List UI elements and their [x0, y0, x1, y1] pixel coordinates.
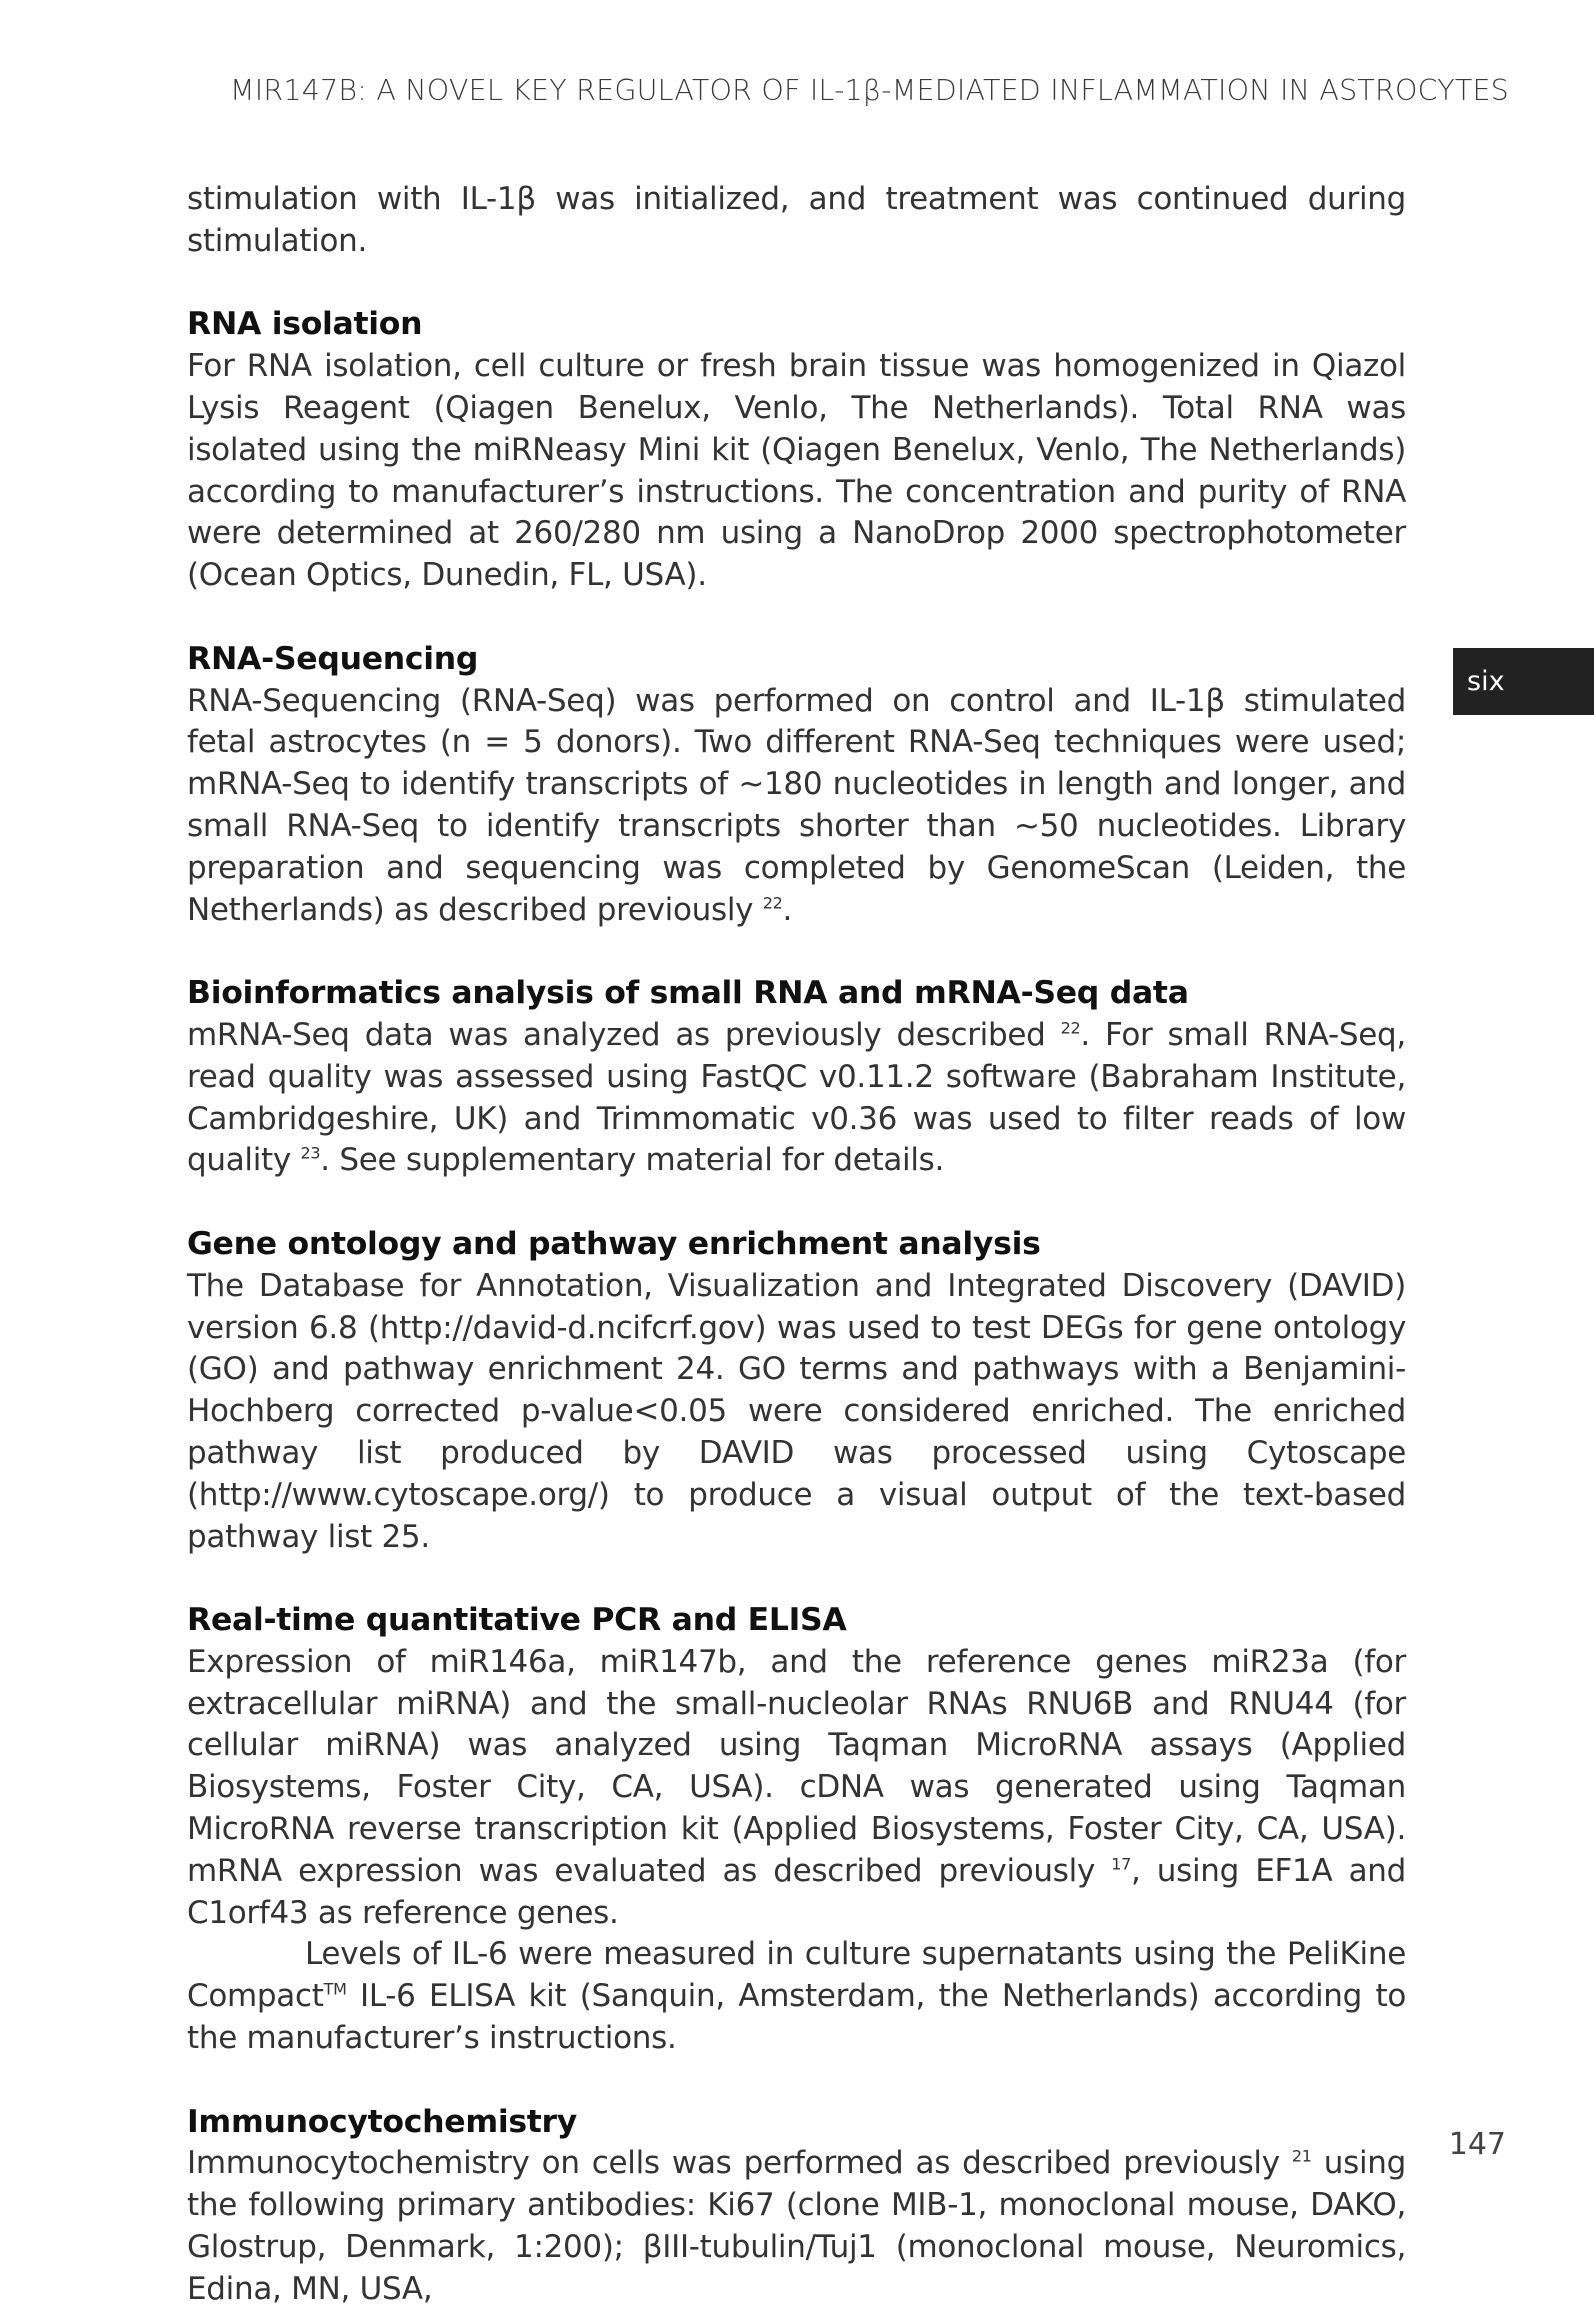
trademark-mark: TM: [323, 1979, 347, 1999]
heading-rna-sequencing: RNA-Sequencing: [187, 640, 479, 677]
running-head: MIR147B: A NOVEL KEY REGULATOR OF IL-1β-MEDIATED INFLAMMATION IN ASTROCYTES: [230, 74, 1509, 107]
qpcr-text-b: , using EF1A and C1orf43 as reference genes.: [187, 1852, 1406, 1931]
heading-immunocytochemistry: Immunocytochemistry: [187, 2103, 578, 2140]
citation-ref: 21: [1291, 2147, 1312, 2167]
paragraph-gene-ontology: The Database for Annotation, Visualization and Integrated Discovery (DAVID) version 6.8 (http://david-d.ncifcrf.gov) was used to test DEGs for gene ontology (GO) and pathway enrichment 24. GO terms and pathways with a Benjamini-Hochberg corrected p-value<0.05 were considered enriched. The enriched pathway list produced by DAVID was processed using Cytoscape (http://www.cytoscape.org/) to produce a visual output of the text-based pathway list 25.: [187, 1267, 1406, 1555]
intro-paragraph: stimulation with IL-1β was initialized, and treatment was continued during stimulation.: [187, 181, 1406, 259]
chapter-tab-label: six: [1467, 666, 1505, 697]
page-number: 147: [1448, 2127, 1506, 2162]
citation-ref: 22: [1060, 1018, 1081, 1038]
rna-seq-text: RNA-Sequencing (RNA-Seq) was performed on control and IL-1β stimulated fetal astrocytes (n = 5 donors). Two different RNA-Seq techniques were used; mRNA-Seq to identify transcripts of ~180 nucleotides in length and longer, and small RNA-Seq to identify transcripts shorter than ~50 nucleotides. Library preparation and sequencing was completed by GenomeScan (Leiden, the Netherlands) as described previously: [187, 682, 1406, 928]
citation-ref: 17: [1111, 1854, 1131, 1874]
bioinformatics-text-c: . See supplementary material for details.: [320, 1142, 945, 1179]
icc-text-b: using the following primary antibodies: Ki67 (clone MIB-1, monoclonal mouse, DAKO, Glostrup, Denmark, 1:200); βIII-tubulin/Tuj1 (monoclonal mouse, Neuromics, Edina, MN, USA,: [187, 2145, 1406, 2307]
paragraph-rna-isolation: For RNA isolation, cell culture or fresh brain tissue was homogenized in Qiazol Lysis Reagent (Qiagen Benelux, Venlo, The Netherlands). Total RNA was isolated using the miRNeasy Mini kit (Qiagen Benelux, Venlo, The Netherlands) according to manufacturer’s instructions. The concentration and purity of RNA were determined at 260/280 nm using a NanoDrop 2000 spectrophotometer (Ocean Optics, Dunedin, FL, USA).: [187, 348, 1406, 594]
paragraph-immunocytochemistry: [187, 2143, 1406, 2310]
elisa-text-b: IL-6 ELISA kit (Sanquin, Amsterdam, the Netherlands) according to the manufacturer’s instructions.: [187, 1978, 1406, 2057]
heading-gene-ontology: Gene ontology and pathway enrichment analysis: [187, 1225, 1041, 1262]
paragraph-rna-sequencing: [187, 681, 1406, 932]
page-body: [187, 179, 1406, 2311]
bioinformatics-text-a: mRNA-Seq data was analyzed as previously described: [187, 1016, 1061, 1053]
paragraph-elisa: [187, 1934, 1406, 2059]
citation-ref: 23: [300, 1144, 321, 1163]
icc-text-a: Immunocytochemistry on cells was performed as described previously: [187, 2145, 1292, 2182]
paragraph-bioinformatics: [187, 1015, 1406, 1182]
citation-ref: 22: [762, 893, 783, 913]
bioinformatics-text-b: . For small RNA-Seq, read quality was assessed using FastQC v0.11.2 software (Babraham Institute, Cambridgeshire, UK) and Trimmomatic v0.36 was used to filter reads of low quality: [187, 1016, 1406, 1179]
chapter-tab: [1453, 648, 1594, 715]
heading-bioinformatics: Bioinformatics analysis of small RNA and mRNA-Seq data: [187, 975, 1189, 1012]
rna-seq-end: .: [782, 891, 793, 928]
elisa-text-a: Levels of IL-6 were measured in culture supernatants using the PeliKine Compact: [187, 1936, 1406, 2015]
heading-rna-isolation: RNA isolation: [187, 306, 423, 343]
qpcr-text-a: Expression of miR146a, miR147b, and the reference genes miR23a (for extracellular miRNA) and the small-nucleolar RNAs RNU6B and RNU44 (for cellular miRNA) was analyzed using Taqman MicroRNA assays (Applied Biosystems, Foster City, CA, USA). cDNA was generated using Taqman MicroRNA reverse transcription kit (Applied Biosystems, Foster City, CA, USA). mRNA expression was evaluated as described previously: [187, 1643, 1406, 1889]
paragraph-qpcr: [187, 1642, 1406, 1935]
heading-qpcr-elisa: Real-time quantitative PCR and ELISA: [187, 1602, 847, 1639]
